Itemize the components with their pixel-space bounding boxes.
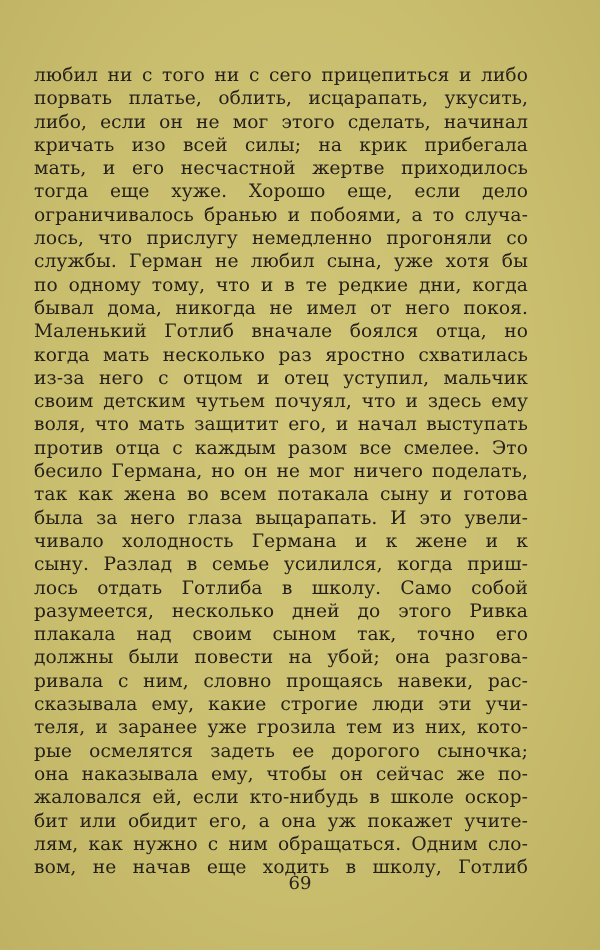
text-line: должны были повести на убой; она разгова- [34,647,528,669]
text-line: лось отдать Готлиба в школу. Само собой [34,577,528,599]
text-line: она наказывала ему, чтобы он сейчас же по- [34,763,528,785]
text-line: плакала над своим сыном так, точно его [34,624,528,646]
text-line: против отца с каждым разом все смелее. Это [34,437,528,459]
text-line: вом, не начав еще ходить в школу, Готлиб [34,857,528,879]
text-line: воля, что мать защитит его, и начал выступать [34,414,528,436]
text-line: когда мать несколько раз яростно схватилась [34,344,528,366]
text-line: бит или обидит его, а она уж покажет учите- [34,810,528,832]
text-line: кричать изо всей силы; на крик прибегала [34,134,528,156]
text-line: либо, если он не мог этого сделать, начинал [34,111,528,133]
text-line: рые осмелятся задеть ее дорогого сыночка; [34,740,528,762]
text-line: лям, как нужно с ним обращаться. Одним сло- [34,833,528,855]
text-line: разумеется, несколько дней до этого Ривка [34,600,528,622]
text-line: бывал дома, никогда не имел от него покоя. [34,297,528,319]
text-line: так как жена во всем потакала сыну и готова [34,484,528,506]
text-line: ривала с ним, словно прощаясь навеки, рас- [34,670,528,692]
text-line: жаловался ей, если кто-нибудь в школе оскор- [34,787,528,809]
body-text [34,64,528,879]
text-line: службы. Герман не любил сына, уже хотя бы [34,251,528,273]
text-line: своим детским чутьем почуял, что и здесь ему [34,391,528,413]
text-line: из-за него с отцом и отец уступил, мальчик [34,367,528,389]
text-line: теля, и заранее уже грозила тем из них, кото- [34,717,528,739]
text-line: была за него глаза выцарапать. И это увели- [34,507,528,529]
text-line: бесило Германа, но он не мог ничего поделать, [34,461,528,483]
text-line: тогда еще хуже. Хорошо еще, если дело [34,181,528,203]
text-line: по одному тому, что и в те редкие дни, когда [34,274,528,296]
text-line: сыну. Разлад в семье усилился, когда приш- [34,554,528,576]
text-line: любил ни с того ни с сего прицепиться и либо [34,65,528,86]
text-line: Маленький Готлиб вначале боялся отца, но [34,321,528,343]
text-line: ограничивалось бранью и побоями, а то случа- [34,204,528,226]
text-line: чивало холодность Германа и к жене и к [34,530,528,552]
text-line: сказывала ему, какие строгие люди эти учи- [34,694,528,716]
text-line: порвать платье, облить, исцарапать, укусить, [34,88,528,110]
text-line: мать, и его несчастной жертве приходилось [34,158,528,180]
text-line: лось, что прислугу немедленно прогоняли со [34,228,528,250]
page-number: 69 [288,873,312,894]
